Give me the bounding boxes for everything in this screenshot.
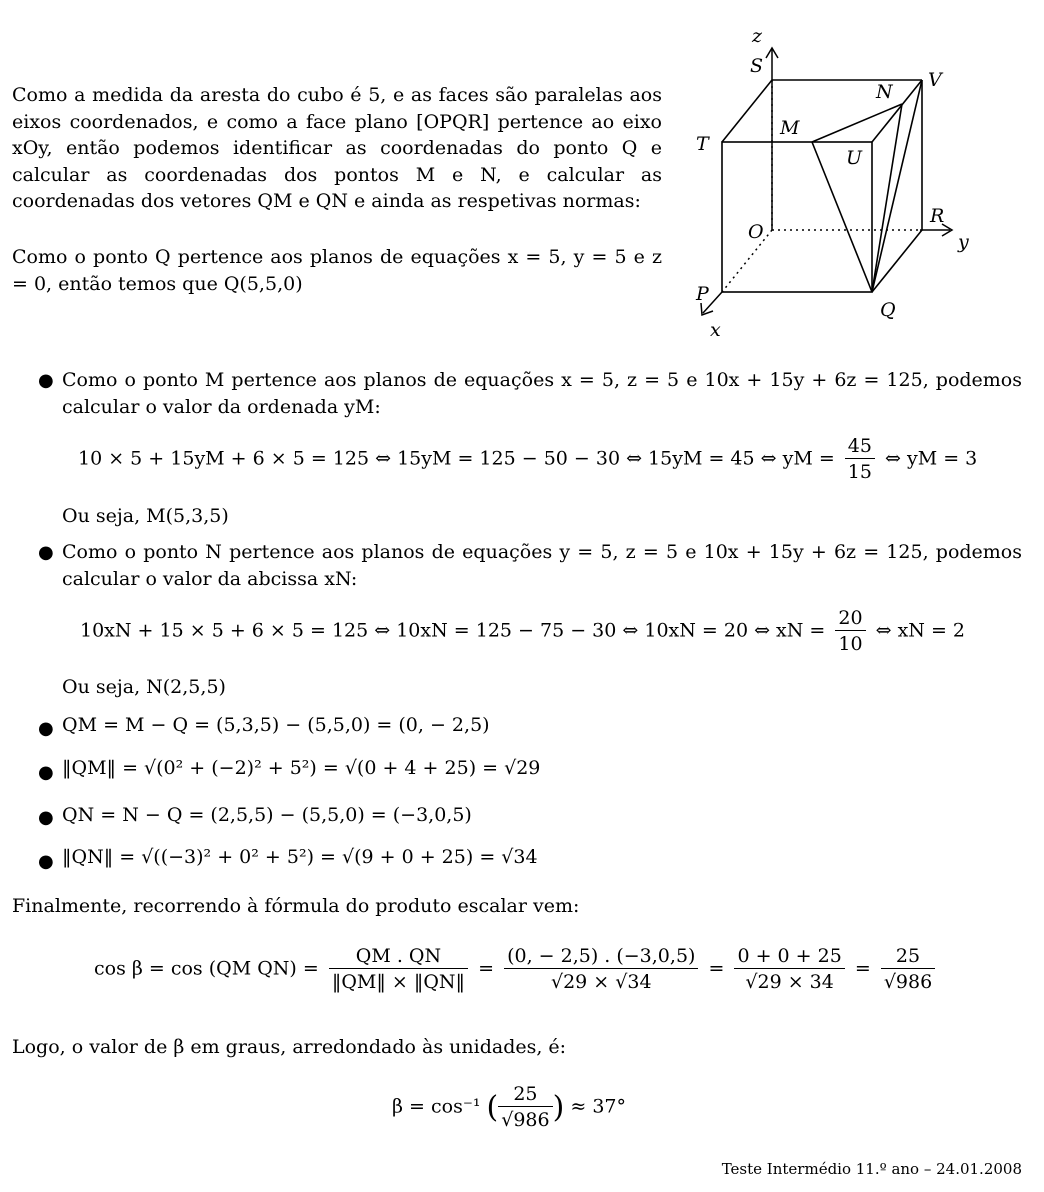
qm-vector: QM = M − Q = (5,3,5) − (5,5,0) = (0, − 2,5) <box>62 714 490 736</box>
cube-figure <box>690 20 990 345</box>
bullet-n-text: Como o ponto N pertence aos planos de equações y = 5, z = 5 e 10x + 15y + 6z = 125, podemos calcular o valor da abcissa xN: <box>62 541 1022 590</box>
bullet-dot: ● <box>38 807 54 828</box>
result-n: Ou seja, N(2,5,5) <box>62 676 226 698</box>
label-y: y <box>958 231 969 253</box>
bullet-dot: ● <box>38 718 54 739</box>
bullet-dot: ● <box>38 851 54 872</box>
cos-equation: cos β = cos (QM QN) = $\frac{QM . QN}{‖QM‖ \times ‖QN‖}$ = $\frac{(0, - 2,5) . (-3,0,5)}{√29 \times √34}$ = $\frac{0 + 0 + 25}{√29 \times 34}$ = $\frac{25}{√986}$ <box>94 944 939 995</box>
equation-n: 10xN + 15 × 5 + 6 × 5 = 125 ⇔ 10xN = 125 − 75 − 30 ⇔ 10xN = 20 ⇔ xN = $\frac{20}{10}$ ⇔ xN = 2 <box>80 607 966 655</box>
cube-edges <box>722 80 922 292</box>
result-m: Ou seja, M(5,3,5) <box>62 505 229 527</box>
bullet-dot: ● <box>38 542 54 563</box>
label-x: x <box>710 319 721 341</box>
intro-paragraph-1: Como a medida da aresta do cubo é 5, e as faces são paralelas aos eixos coordenados, e como a face plano [OPQR] pertence ao eixo xOy, então podemos identificar as coordenadas do ponto Q e calcular as coordenadas dos pontos M e N, e calcular as coordenadas dos vetores QM e QN e ainda as respetivas normas: <box>12 84 662 212</box>
label-Q: Q <box>880 299 896 321</box>
label-P: P <box>696 283 709 305</box>
label-M: M <box>780 117 800 139</box>
qm-norm: ‖QM‖ = √(0² + (−2)² + 5²) = √(0 + 4 + 25) = √29 <box>62 757 541 779</box>
beta-equation: β = cos⁻¹ ( $\frac{25}{√986}$ ) ≈ 37° <box>392 1083 627 1131</box>
qn-vector: QN = N − Q = (2,5,5) − (5,5,0) = (−3,0,5) <box>62 804 472 826</box>
footer-source: Teste Intermédio 11.º ano – 24.01.2008 <box>721 1160 1022 1178</box>
final-intro: Finalmente, recorrendo à fórmula do produto escalar vem: <box>12 895 580 917</box>
label-U: U <box>846 147 863 169</box>
label-N: N <box>876 81 893 103</box>
label-T: T <box>696 133 709 155</box>
logo-sentence: Logo, o valor de β em graus, arredondado às unidades, é: <box>12 1036 567 1058</box>
bullet-m-text: Como o ponto M pertence aos planos de equações x = 5, z = 5 e 10x + 15y + 6z = 125, podemos calcular o valor da ordenada yM: <box>62 369 1022 418</box>
equation-m: 10 × 5 + 15yM + 6 × 5 = 125 ⇔ 15yM = 125 − 50 − 30 ⇔ 15yM = 45 ⇔ yM = $\frac{45}{15}$ ⇔ yM = 3 <box>78 435 978 483</box>
label-O: O <box>748 221 764 243</box>
qn-norm: ‖QN‖ = √((−3)² + 0² + 5²) = √(9 + 0 + 25) = √34 <box>62 846 538 868</box>
bullet-dot: ● <box>38 370 54 391</box>
bullet-dot: ● <box>38 762 54 783</box>
label-S: S <box>750 55 764 77</box>
label-V: V <box>928 69 942 91</box>
intro-paragraph-2: Como o ponto Q pertence aos planos de equações x = 5, y = 5 e z = 0, então temos que Q(5,5,0) <box>12 246 662 295</box>
label-R: R <box>930 205 945 227</box>
label-z: z <box>752 25 763 47</box>
